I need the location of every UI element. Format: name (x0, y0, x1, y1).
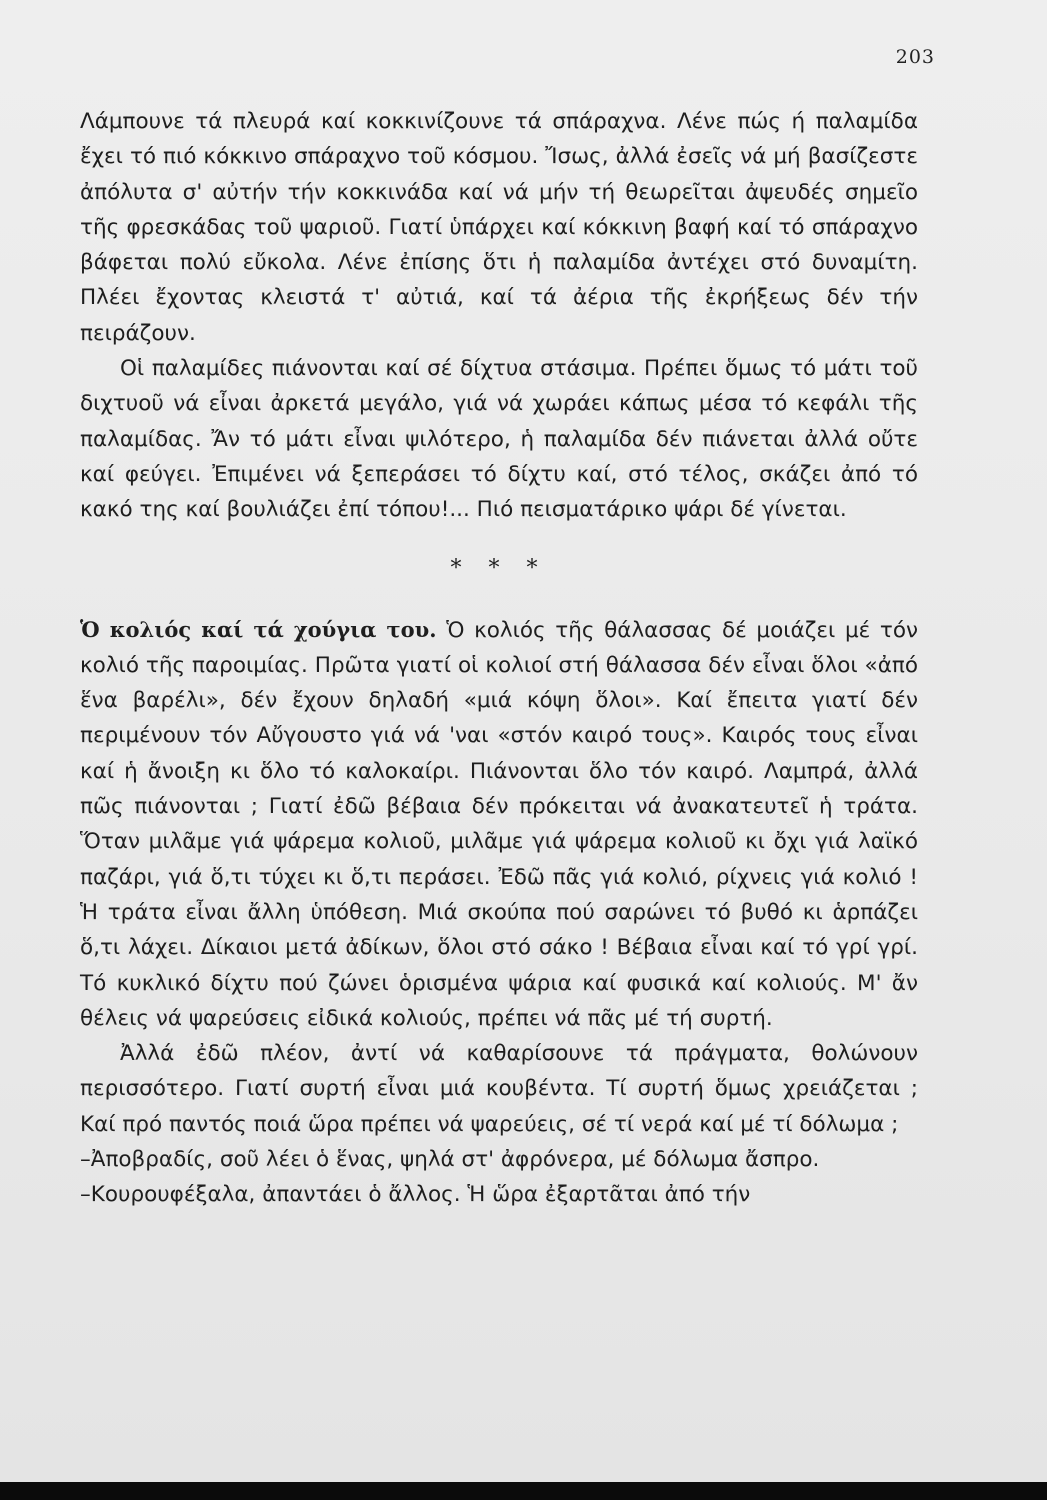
dialogue-line-second: –Κουρουφέξαλα, ἀπαντάει ὁ ἄλλος. Ἡ ὥρα ἐξαρτᾶται ἀπό τήν (80, 1182, 751, 1208)
scan-bottom-edge (0, 1482, 1047, 1500)
paragraph-syrti: Ἀλλά ἐδῶ πλέον, ἀντί νά καθαρίσουνε τά πράγματα, θολώνουν περισσότερο. Γιατί συρτή εἶναι μιά κουβέντα. Τί συρτή ὅμως χρειάζεται ; Καί πρό παντός ποιά ὥρα πρέπει νά ψαρεύεις, σέ τί νερά καί μέ τί δόλωμα ; (80, 1041, 918, 1137)
paragraph-palamida-gills: Λάμπουνε τά πλευρά καί κοκκινίζουνε τά σπάραχνα. Λένε πώς ή παλαμίδα ἔχει τό πιό κόκκινο σπάραχνο τοῦ κόσμου. Ἴσως, ἀλλά ἐσεῖς νά μή βασίζεστε ἀπόλυτα σ' αὐτήν τήν κοκκινάδα καί νά μήν τή θεωρεῖται ἀψευδές σημεῖο τῆς φρεσκάδας τοῦ ψαριοῦ. Γιατί ὑπάρχει καί κόκκινη βαφή καί τό σπάραχνο βάφεται πολύ εὔκολα. Λένε ἐπίσης ὅτι ἡ παλαμίδα ἀντέχει στό δυναμίτη. Πλέει ἔχοντας κλειστά τ' αὐτιά, καί τά ἀέρια τῆς ἐκρήξεως δέν τήν πειράζουν. (80, 109, 918, 346)
section-title: Ὁ κολιός καί τά χούγια του. (80, 616, 437, 642)
dialogue-line-first: –Ἀποβραδίς, σοῦ λέει ὁ ἕνας, ψηλά στ' ἀφρόνερα, μέ δόλωμα ἄσπρο. (80, 1147, 820, 1173)
page-number: 203 (895, 46, 935, 68)
page-body (80, 104, 918, 1213)
paragraph-koliós (80, 612, 918, 1037)
separator-stars: * * * (450, 555, 548, 581)
paragraph-palamida-nets: Οἱ παλαμίδες πιάνονται καί σέ δίχτυα στάσιμα. Πρέπει ὅμως τό μάτι τοῦ διχτυοῦ νά εἶναι ἀρκετά μεγάλο, γιά νά χωράει κάπως μέσα τό κεφάλι τῆς παλαμίδας. Ἄν τό μάτι εἶναι ψιλότερο, ἡ παλαμίδα δέν πιάνεται ἀλλά οὔτε καί φεύγει. Ἐπιμένει νά ξεπεράσει τό δίχτυ καί, στό τέλος, σκάζει ἀπό τό κακό της καί βουλιάζει ἐπί τόπου!... Πιό πεισματάρικο ψάρι δέ γίνεται. (80, 356, 918, 523)
paragraph-koliós-body: Ὁ κολιός τῆς θάλασσας δέ μοιάζει μέ τόν κολιό τῆς παροιμίας. Πρῶτα γιατί οἱ κολιοί στή θάλασσα δέν εἶναι ὅλοι «ἀπό ἕνα βαρέλι», δέν ἔχουν δηλαδή «μιά κόψη ὅλοι». Καί ἔπειτα γιατί δέν περιμένουν τόν Αὔγουστο γιά νά 'ναι «στόν καιρό τους». Καιρός τους εἶναι καί ἡ ἄνοιξη κι ὅλο τό καλοκαίρι. Πιάνονται ὅλο τόν καιρό. Λαμπρά, ἀλλά πῶς πιάνονται ; Γιατί ἐδῶ βέβαια δέν πρόκειται νά ἀνακατευτεῖ ἡ τράτα. Ὅταν μιλᾶμε γιά ψάρεμα κολιοῦ, μιλᾶμε γιά ψάρεμα κολιοῦ κι ὄχι γιά λαϊκό παζάρι, γιά ὅ,τι τύχει κι ὅ,τι περάσει. Ἐδῶ πᾶς γιά κολιό, ρίχνεις γιά κολιό ! Ἡ τράτα εἶναι ἄλλη ὑπόθεση. Μιά σκούπα πού σαρώνει τό βυθό κι ἁρπάζει ὅ,τι λάχει. Δίκαιοι μετά ἀδίκων, ὅλοι στό σάκο ! Βέβαια εἶναι καί τό γρί γρί. Τό κυκλικό δίχτυ πού ζώνει ὁρισμένα ψάρια καί φυσικά καί κολιούς. Μ' ἄν θέλεις νά ψαρεύσεις εἰδικά κολιούς, πρέπει νά πᾶς μέ τή συρτή. (80, 617, 918, 1031)
section-separator (80, 536, 918, 602)
